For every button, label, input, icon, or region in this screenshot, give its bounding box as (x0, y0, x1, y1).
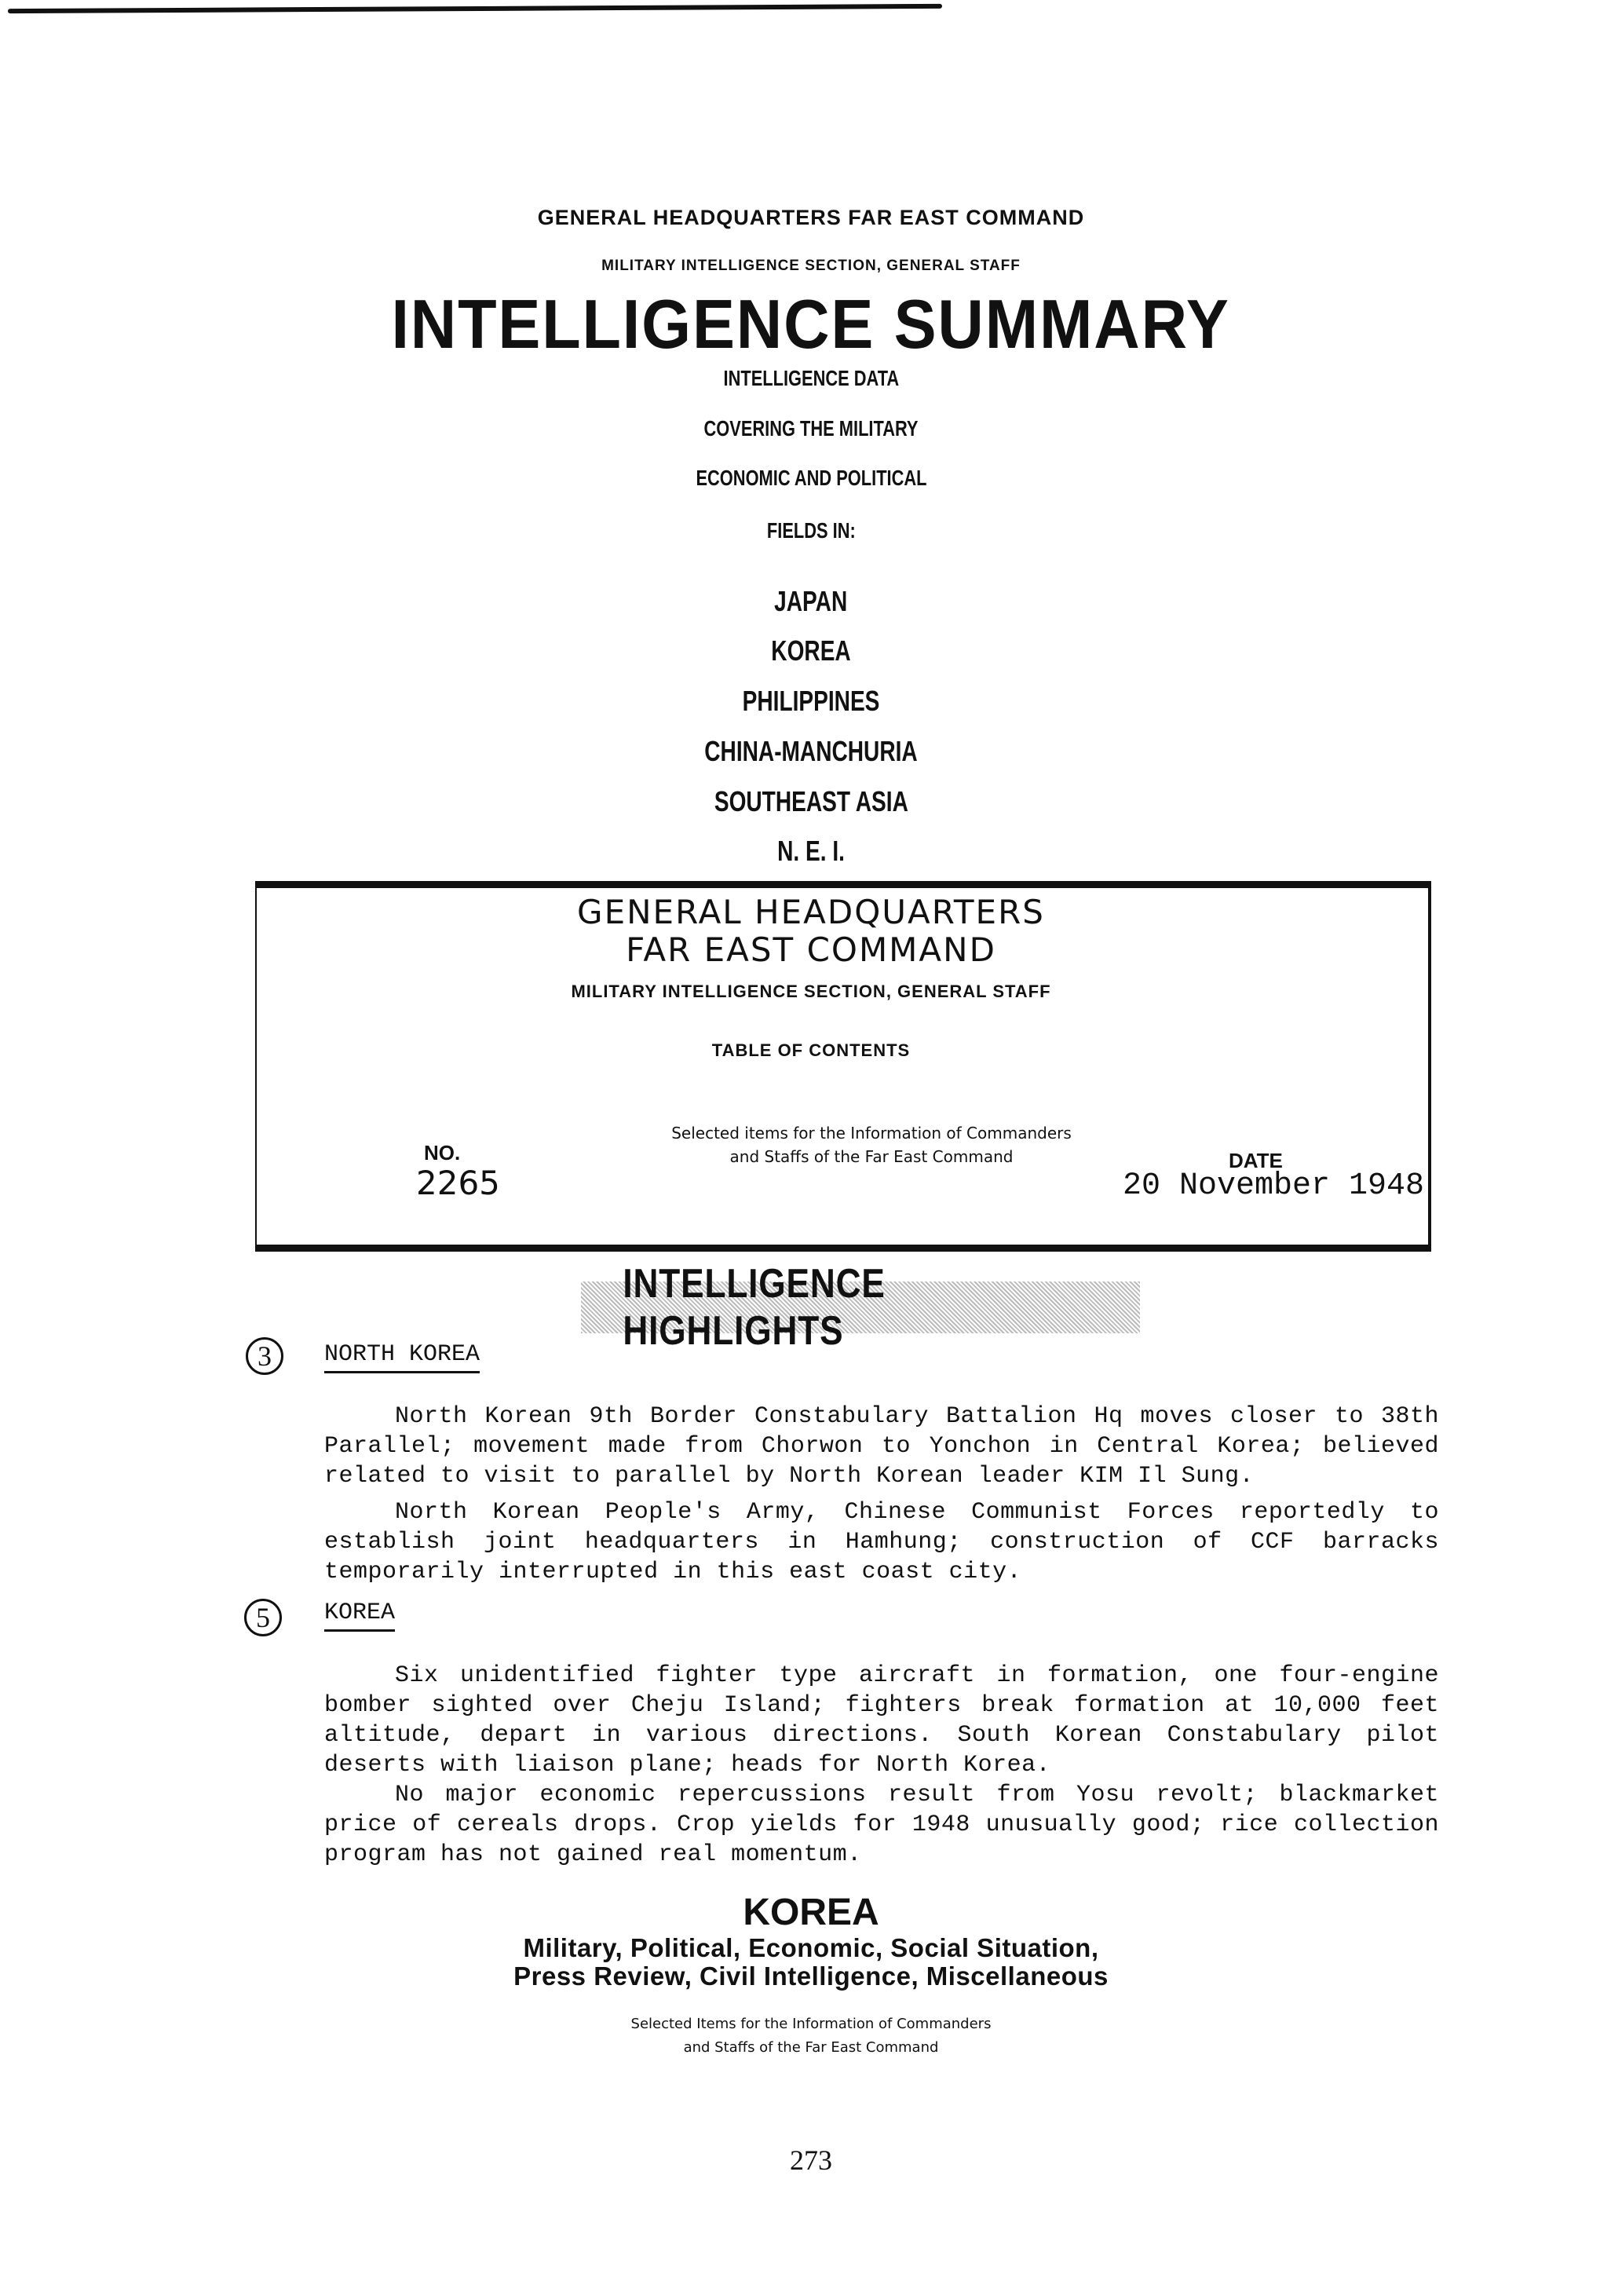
document-title (0, 285, 1622, 363)
subtitle-text: FIELDS IN: (766, 518, 856, 543)
box-selected-items (597, 1121, 1146, 1168)
paragraph: No major economic repercussions result from Yosu revolt; blackmarket price of cereals drops. Crop yields for 1948 unusually good; rice collection program has not gained real momentum. (324, 1782, 1439, 1868)
field-text: PHILIPPINES (742, 685, 880, 717)
field-item (0, 685, 1622, 718)
page-ref-number: 3 (258, 1340, 272, 1372)
subtitle-line-3 (0, 466, 1622, 492)
date-label: DATE (1229, 1149, 1283, 1172)
paragraph: North Korean People's Army, Chinese Communist Forces reportedly to establish joint headquarters in Hamhung; construction of CCF barracks temporarily interrupted in this east coast city. (324, 1499, 1439, 1585)
paragraph: North Korean 9th Border Constabulary Battalion Hq moves closer to 38th Parallel; movement made from Chorwon to Yonchon in Central Korea; believed related to visit to parallel by North Korean leader KIM Il Sung. (324, 1403, 1439, 1490)
header-command-line: GENERAL HEADQUARTERS FAR EAST COMMAND (537, 206, 1085, 229)
selected-items-line: Selected items for the Information of Commanders (671, 1124, 1072, 1143)
box-headquarters-line: GENERAL HEADQUARTERS (577, 893, 1045, 931)
field-text: SOUTHEAST ASIA (714, 785, 908, 817)
page-ref-circle (246, 1337, 283, 1375)
header-section-line: MILITARY INTELLIGENCE SECTION, GENERAL STAFF (601, 258, 1021, 274)
date-value: 20 November 1948 (1123, 1168, 1425, 1204)
paragraph: Six unidentified fighter type aircraft in formation, one four-engine bomber sighted over Cheju Island; fighters break formation at 10,000 feet altitude, depart in various directions. South Korean Constabulary pilot deserts with liaison plane; heads for North Korea. (324, 1662, 1439, 1779)
section-title-korea: KOREA (324, 1600, 396, 1626)
subtitle-text: INTELLIGENCE DATA (723, 366, 899, 390)
section-title-north-korea: NORTH KOREA (324, 1341, 480, 1368)
top-scan-rule (8, 4, 942, 13)
korea-topics-line-2: Press Review, Civil Intelligence, Miscellaneous (513, 1961, 1109, 1991)
korea-heading: KOREA (743, 1892, 879, 1933)
korea-topics-line-1: Military, Political, Economic, Social Situation, (523, 1933, 1099, 1962)
page-ref-circle (244, 1599, 282, 1636)
banner-text: INTELLIGENCE HIGHLIGHTS (623, 1261, 886, 1354)
subtitle-line-4 (0, 518, 1622, 544)
section-body-north-korea (324, 1402, 1439, 1587)
field-text: CHINA-MANCHURIA (704, 735, 918, 767)
selected-items-line: and Staffs of the Far East Command (683, 2039, 939, 2056)
field-item (0, 634, 1622, 667)
box-section-line: MILITARY INTELLIGENCE SECTION, GENERAL STAFF (571, 982, 1051, 1001)
field-text: KOREA (771, 634, 851, 667)
field-text: N. E. I. (777, 835, 845, 867)
subtitle-text: COVERING THE MILITARY (703, 416, 919, 441)
document-title-text: INTELLIGENCE SUMMARY (391, 285, 1231, 363)
issue-number-label: NO. (424, 1141, 461, 1164)
box-command-line: FAR EAST COMMAND (626, 930, 996, 969)
page-number: 273 (790, 2144, 832, 2176)
footer-selected-items (0, 2013, 1622, 2060)
selected-items-line: Selected Items for the Information of Commanders (630, 2016, 992, 2032)
field-item (0, 735, 1622, 768)
table-of-contents-label: TABLE OF CONTENTS (711, 1040, 911, 1060)
subtitle-line-2 (0, 416, 1622, 442)
selected-items-line: and Staffs of the Far East Command (729, 1147, 1014, 1166)
subtitle-line-1 (0, 366, 1622, 392)
page-ref-number: 5 (256, 1602, 270, 1633)
field-item (0, 585, 1622, 618)
subtitle-text: ECONOMIC AND POLITICAL (695, 466, 927, 490)
issue-number-value: 2265 (416, 1164, 500, 1202)
field-item (0, 785, 1622, 818)
intelligence-highlights-banner (581, 1261, 1140, 1354)
section-body-korea (324, 1661, 1439, 1870)
field-item (0, 835, 1622, 868)
field-text: JAPAN (774, 585, 848, 617)
